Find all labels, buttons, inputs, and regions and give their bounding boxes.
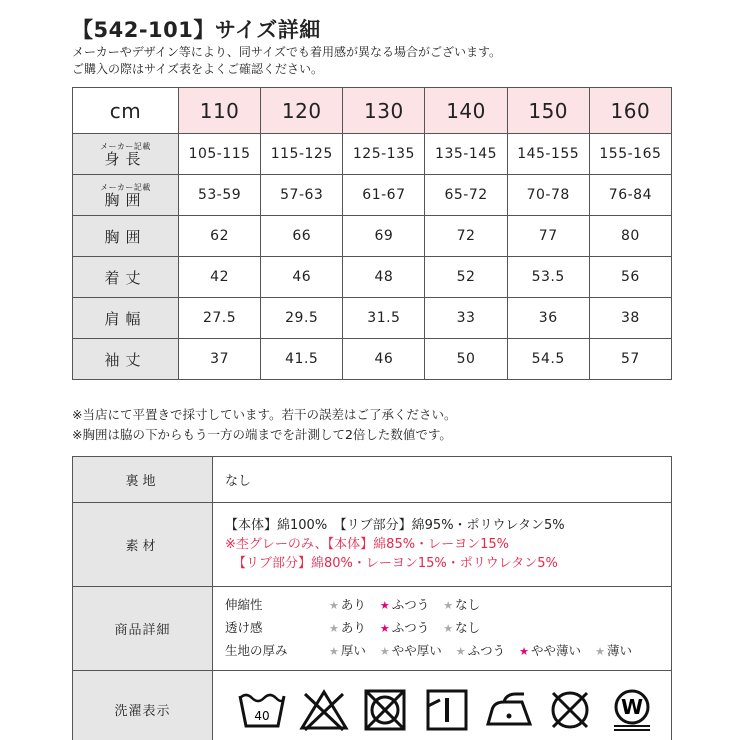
table-cell: 36 <box>507 298 589 339</box>
table-cell: 53-59 <box>179 175 261 216</box>
table-cell: 155-165 <box>589 134 671 175</box>
material-label: 素材 <box>73 503 213 587</box>
product-detail-label: 商品詳細 <box>73 587 213 671</box>
table-cell: 105-115 <box>179 134 261 175</box>
row-note: メーカー記載 <box>100 182 151 192</box>
size-header-cell: 110 <box>179 88 261 134</box>
table-cell: 125-135 <box>343 134 425 175</box>
size-header-cell: 130 <box>343 88 425 134</box>
lining-row <box>73 457 672 503</box>
table-row <box>73 339 672 380</box>
table-cell: 62 <box>179 216 261 257</box>
size-header-cell: 120 <box>261 88 343 134</box>
table-cell: 31.5 <box>343 298 425 339</box>
table-cell: 38 <box>589 298 671 339</box>
wet-clean-text: W <box>620 694 643 719</box>
row-label-text: 袖丈 <box>104 350 147 369</box>
spec-option-label: ふつう <box>391 597 430 612</box>
no-tumble-dry-icon <box>360 688 410 732</box>
spec-option-label: なし <box>455 597 481 612</box>
table-cell: 61-67 <box>343 175 425 216</box>
lining-value: なし <box>213 457 672 503</box>
table-cell: 54.5 <box>507 339 589 380</box>
spec-option-label: ふつう <box>467 643 506 658</box>
table-row <box>73 175 672 216</box>
table-cell: 76-84 <box>589 175 671 216</box>
table-cell: 77 <box>507 216 589 257</box>
row-label <box>73 134 179 175</box>
spec-option <box>456 640 505 663</box>
table-row <box>73 257 672 298</box>
spec-option-label: なし <box>455 620 481 635</box>
row-label-text: 胸囲 <box>104 190 147 209</box>
table-cell: 29.5 <box>261 298 343 339</box>
star-icon: ★ <box>329 599 339 612</box>
no-dry-clean-icon <box>545 688 595 732</box>
table-row <box>73 216 672 257</box>
spec-row <box>225 594 671 617</box>
wash-40-icon <box>237 688 287 732</box>
row-label <box>73 216 179 257</box>
table-cell: 57 <box>589 339 671 380</box>
table-cell: 52 <box>425 257 507 298</box>
table-cell: 48 <box>343 257 425 298</box>
spec-name: 伸縮性 <box>225 597 263 612</box>
spec-option-label: やや薄い <box>531 643 582 658</box>
row-label-text: 胸囲 <box>104 227 147 246</box>
table-cell: 42 <box>179 257 261 298</box>
table-cell: 27.5 <box>179 298 261 339</box>
table-cell: 37 <box>179 339 261 380</box>
care-icons <box>213 671 672 740</box>
spec-option-label: 厚い <box>340 643 366 658</box>
star-icon: ★ <box>379 645 390 658</box>
table-cell: 41.5 <box>261 339 343 380</box>
table-cell: 46 <box>343 339 425 380</box>
iron-low-icon <box>484 688 534 732</box>
spec-option <box>443 594 480 617</box>
note-line: ※当店にて平置きで採寸しています。若干の誤差はご了承ください。 <box>72 407 457 422</box>
row-label-text: 着丈 <box>104 268 147 287</box>
spec-option <box>329 640 366 663</box>
spec-option-label: 薄い <box>606 643 632 658</box>
row-note: メーカー記載 <box>100 141 151 151</box>
size-table <box>72 87 672 380</box>
spec-option-label: あり <box>340 620 366 635</box>
care-label: 洗濯表示 <box>73 671 213 740</box>
row-label <box>73 298 179 339</box>
table-cell: 33 <box>425 298 507 339</box>
spec-option <box>443 617 480 640</box>
row-label <box>73 339 179 380</box>
intro-line: ご購入の際はサイズ表をよくご確認ください。 <box>72 62 324 76</box>
table-cell: 115-125 <box>261 134 343 175</box>
spec-option <box>329 617 366 640</box>
row-label <box>73 257 179 298</box>
lining-label: 裏地 <box>73 457 213 503</box>
size-header-cell: 150 <box>507 88 589 134</box>
note-line: ※胸囲は脇の下からもう一方の端までを計測して2倍した数値です。 <box>72 427 452 442</box>
star-filled-icon: ★ <box>379 599 390 612</box>
spec-row <box>225 640 671 663</box>
table-cell: 53.5 <box>507 257 589 298</box>
star-icon: ★ <box>443 622 454 635</box>
row-label-text: 肩幅 <box>104 309 147 328</box>
wet-clean-icon <box>607 688 657 732</box>
spec-option-label: あり <box>340 597 366 612</box>
table-cell: 66 <box>261 216 343 257</box>
material-line-highlight: ※杢グレーのみ、【本体】綿85%・レーヨン15% <box>225 537 509 552</box>
spec-option <box>595 640 632 663</box>
spec-option <box>380 640 442 663</box>
intro-text <box>72 44 501 78</box>
table-cell: 80 <box>589 216 671 257</box>
row-label-text: 身長 <box>104 149 147 168</box>
table-cell: 56 <box>589 257 671 298</box>
measurement-notes <box>72 405 456 445</box>
star-icon: ★ <box>455 645 466 658</box>
row-label <box>73 175 179 216</box>
size-header-cell: 140 <box>425 88 507 134</box>
spec-row <box>225 617 671 640</box>
table-row <box>73 134 672 175</box>
table-cell: 70-78 <box>507 175 589 216</box>
care-row <box>73 671 672 740</box>
product-detail-row <box>73 587 672 671</box>
spec-option <box>329 594 366 617</box>
table-cell: 65-72 <box>425 175 507 216</box>
star-filled-icon: ★ <box>379 622 390 635</box>
spec-name: 生地の厚み <box>225 643 288 658</box>
star-icon: ★ <box>329 622 339 635</box>
star-filled-icon: ★ <box>519 645 530 658</box>
table-cell: 72 <box>425 216 507 257</box>
wash-temp-text: 40 <box>254 708 270 723</box>
spec-option <box>380 617 429 640</box>
spec-option-label: ふつう <box>391 620 430 635</box>
spec-option-label: やや厚い <box>391 643 442 658</box>
spec-option <box>380 594 429 617</box>
table-cell: 50 <box>425 339 507 380</box>
material-value <box>213 503 672 587</box>
size-header-cell: 160 <box>589 88 671 134</box>
unit-cell: cm <box>73 88 179 134</box>
material-line-highlight: 【リブ部分】綿80%・レーヨン15%・ポリウレタン5% <box>233 556 558 571</box>
material-line: 【本体】綿100% 【リブ部分】綿95%・ポリウレタン5% <box>225 518 565 533</box>
spec-option <box>519 640 581 663</box>
table-cell: 57-63 <box>261 175 343 216</box>
product-specs <box>213 587 672 671</box>
table-cell: 135-145 <box>425 134 507 175</box>
no-bleach-icon <box>299 688 349 732</box>
star-icon: ★ <box>595 645 605 658</box>
intro-line: メーカーやデザイン等により、同サイズでも着用感が異なる場合がございます。 <box>72 45 502 59</box>
material-row <box>73 503 672 587</box>
page-title: 【542-101】サイズ詳細 <box>72 18 321 42</box>
line-dry-icon <box>422 688 472 732</box>
table-row <box>73 298 672 339</box>
spec-name: 透け感 <box>225 620 263 635</box>
star-icon: ★ <box>329 645 339 658</box>
table-cell: 145-155 <box>507 134 589 175</box>
size-header-row <box>73 88 672 134</box>
star-icon: ★ <box>443 599 454 612</box>
table-cell: 69 <box>343 216 425 257</box>
table-cell: 46 <box>261 257 343 298</box>
detail-table <box>72 456 672 740</box>
